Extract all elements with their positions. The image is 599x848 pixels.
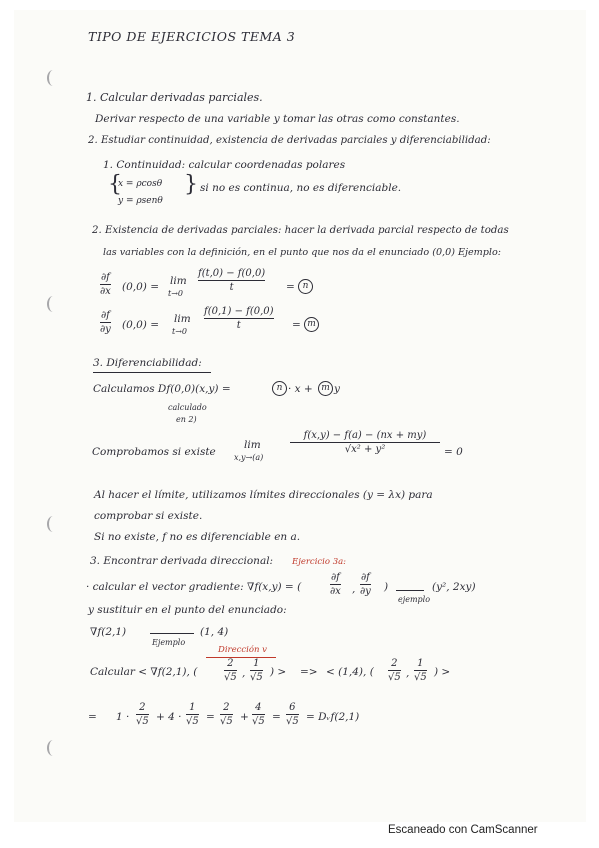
- result-frac-1-num: 2: [139, 702, 146, 713]
- gradient-partial-x-den: ∂x: [330, 586, 341, 597]
- gradient-comma: ,: [352, 583, 356, 595]
- not-differentiable-text: Si no existe, f no es diferenciable en a.: [94, 531, 301, 543]
- direction-value-2-num: 1: [417, 658, 424, 669]
- inner-product-expression: Calcular < ∇f(2,1), (: [90, 666, 198, 678]
- direction-comma: ,: [242, 667, 246, 679]
- direction-component-1-num: 2: [227, 658, 234, 669]
- scanner-footer: Escaneado con CamScanner: [388, 824, 538, 836]
- equals-2: =: [292, 319, 301, 331]
- result-frac-3-num: 2: [223, 702, 230, 713]
- partial-x-symbol: [100, 272, 111, 297]
- result-frac-3-den: √5: [220, 716, 233, 727]
- direction-value-1-num: 2: [391, 658, 398, 669]
- differential-x-term: · x +: [288, 383, 313, 395]
- result-frac-4: [252, 702, 265, 727]
- direction-value-1: [388, 658, 401, 683]
- calculated-note: calculado: [168, 403, 207, 412]
- differential-m-value: m: [318, 381, 333, 396]
- directional-limits-text: Al hacer el límite, utilizamos límites direccionales (y = λx) para: [94, 489, 433, 501]
- direction-bracket: [206, 657, 276, 658]
- circled-n-value: n: [298, 279, 313, 294]
- binder-hole-mark: [47, 70, 59, 86]
- result-equals-3: =: [272, 711, 281, 723]
- result-term-2: + 4 ·: [156, 711, 182, 723]
- directional-limits-text-cont: comprobar si existe.: [94, 510, 203, 522]
- partial-y-denominator: ∂y: [100, 324, 111, 335]
- partial-x-point: (0,0) =: [122, 281, 160, 293]
- direction-value-2: [414, 658, 427, 683]
- direction-component-2-den: √5: [250, 672, 263, 683]
- gradient-partial-x-num: ∂f: [330, 572, 340, 583]
- direction-component-2-num: 1: [253, 658, 260, 669]
- partial-y-point: (0,0) =: [122, 319, 160, 331]
- notebook-sheet: [14, 10, 586, 822]
- section-1-text: Derivar respecto de una variable y tomar las otras como constantes.: [95, 113, 460, 125]
- implies-arrow: =>: [300, 666, 318, 678]
- limit-3: lim: [244, 439, 261, 451]
- continuity-note: si no es continua, no es diferenciable.: [200, 182, 402, 194]
- result-frac-1-den: √5: [136, 716, 149, 727]
- partials-line-1: 2. Existencia de derivadas parciales: hacer la derivada parcial respecto de todas: [92, 225, 509, 236]
- circled-m: [304, 317, 319, 332]
- circled-m-value: m: [304, 317, 319, 332]
- gradient-point-value: (1, 4): [200, 626, 229, 638]
- result-equals-2: =: [206, 711, 215, 723]
- limit-1-sub: t→0: [168, 289, 184, 298]
- difference-quotient-1: [198, 268, 265, 293]
- limit-2: lim: [174, 313, 191, 325]
- gradient-result: (y², 2xy): [432, 581, 476, 593]
- partial-y-symbol: [100, 310, 111, 335]
- direction-value-comma: ,: [406, 667, 410, 679]
- direction-component-1: [224, 658, 237, 683]
- binder-hole-mark: [47, 740, 59, 756]
- page-title: TIPO DE EJERCICIOS TEMA 3: [88, 29, 296, 44]
- difference-quotient-2: [204, 306, 274, 331]
- result-frac-5-num: 6: [289, 702, 296, 713]
- inner-product-close: ) >: [270, 666, 287, 678]
- result-term-1: 1 ·: [116, 711, 130, 723]
- substitute-text: y sustituir en el punto del enunciado:: [88, 604, 287, 616]
- gradient-point-example: Ejemplo: [152, 638, 186, 647]
- gradient-partial-y: [360, 572, 371, 597]
- difference-quotient-2-numerator: f(0,1) − f(0,0): [204, 306, 274, 317]
- direction-value-2-den: √5: [414, 672, 427, 683]
- calculated-note-ref: en 2): [176, 415, 197, 424]
- result-frac-4-den: √5: [252, 716, 265, 727]
- differentiability-heading: 3. Diferenciabilidad:: [93, 357, 202, 369]
- exercise-tag: Ejercicio 3a:: [292, 557, 347, 567]
- limit-3-sub: x,y→(a): [234, 453, 264, 462]
- section-3-heading: 3. Encontrar derivada direccional:: [90, 555, 274, 567]
- inner-product-values-close: ) >: [434, 666, 451, 678]
- left-brace: {: [108, 172, 122, 197]
- partial-y-numerator: ∂f: [100, 310, 110, 321]
- section-2-heading: 2. Estudiar continuidad, existencia de derivadas parciales y diferenciabilidad:: [88, 135, 491, 146]
- result-frac-2-num: 1: [189, 702, 196, 713]
- circled-n: [298, 279, 313, 294]
- result-equals: =: [88, 711, 97, 723]
- gradient-partial-x: [330, 572, 341, 597]
- gradient-point-arrow: [150, 633, 194, 634]
- gradient-partial-y-num: ∂f: [360, 572, 370, 583]
- result-frac-2: [186, 702, 199, 727]
- result-frac-2-den: √5: [186, 716, 199, 727]
- result-frac-1: [136, 702, 149, 727]
- differential-n: [272, 381, 287, 396]
- differential-y-term: y: [334, 383, 340, 395]
- difference-quotient-1-numerator: f(t,0) − f(0,0): [198, 268, 266, 279]
- result-frac-5-den: √5: [286, 716, 299, 727]
- inner-product-values: < (1,4), (: [326, 666, 374, 678]
- difference-quotient-1-denominator: t: [229, 282, 234, 293]
- limit-2-sub: t→0: [172, 327, 188, 336]
- gradient-arrow-line: [396, 590, 424, 591]
- gradient-close: ): [384, 581, 389, 593]
- section-1-heading: 1. Calcular derivadas parciales.: [86, 91, 263, 104]
- right-brace: }: [184, 172, 198, 197]
- direction-component-1-den: √5: [224, 672, 237, 683]
- difference-quotient-2-denominator: t: [236, 320, 241, 331]
- differentiability-quotient: [290, 430, 440, 455]
- result-frac-5: [286, 702, 299, 727]
- result-frac-4-num: 4: [255, 702, 262, 713]
- direction-value-1-den: √5: [388, 672, 401, 683]
- directional-derivative-result: = Dᵥf(2,1): [306, 711, 360, 723]
- direction-component-2: [250, 658, 263, 683]
- polar-x: x = ρcosθ: [118, 179, 163, 189]
- result-plus: +: [240, 711, 249, 723]
- gradient-instruction: · calcular el vector gradiente: ∇f(x,y) = (: [86, 581, 302, 593]
- result-frac-3: [220, 702, 233, 727]
- gradient-at-point: ∇f(2,1): [90, 626, 127, 638]
- differential-m: [318, 381, 333, 396]
- limit-1: lim: [170, 275, 187, 287]
- differential-formula: Calculamos Df(0,0)(x,y) =: [93, 383, 231, 395]
- partials-line-2: las variables con la definición, en el punto que nos da el enunciado (0,0) Ejemplo:: [103, 247, 501, 258]
- direction-label: Dirección v: [218, 645, 267, 655]
- differentiability-numerator: f(x,y) − f(a) − (nx + my): [303, 430, 427, 441]
- partial-x-denominator: ∂x: [100, 286, 111, 297]
- binder-hole-mark: [47, 296, 59, 312]
- gradient-partial-y-den: ∂y: [360, 586, 371, 597]
- continuity-heading: 1. Continuidad: calcular coordenadas polares: [103, 159, 346, 171]
- equals-1: =: [286, 281, 295, 293]
- polar-y: y = ρsenθ: [118, 196, 163, 206]
- differential-n-value: n: [272, 381, 287, 396]
- heading-underline: [93, 372, 211, 373]
- partial-x-numerator: ∂f: [100, 272, 110, 283]
- differentiability-denominator: √x² + y²: [344, 444, 386, 455]
- check-limit-text: Comprobamos si existe: [92, 446, 216, 458]
- binder-hole-mark: [47, 516, 59, 532]
- gradient-example-label: ejemplo: [398, 595, 431, 604]
- equals-zero: = 0: [444, 446, 463, 458]
